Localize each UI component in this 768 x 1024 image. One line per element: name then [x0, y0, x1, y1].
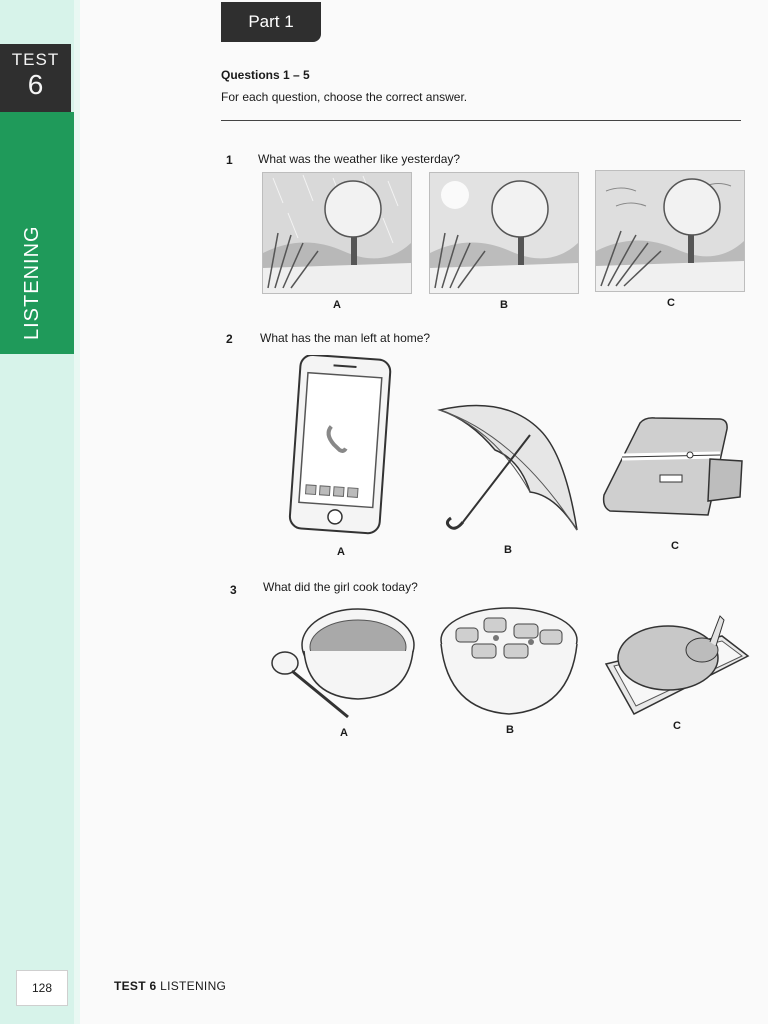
option-label: A: [337, 546, 345, 558]
pasta-bowl-icon[interactable]: [436, 600, 582, 718]
rain-scene-icon[interactable]: [262, 172, 412, 294]
section-title-vertical: LISTENING: [21, 225, 43, 340]
windy-scene-icon[interactable]: [595, 170, 745, 292]
test-number: 6: [27, 69, 44, 100]
question-number: 3: [230, 583, 237, 597]
test-label: TEST: [11, 50, 60, 69]
instruction-text: For each question, choose the correct answer.: [221, 90, 468, 104]
question-number: 2: [226, 332, 233, 346]
option-label: C: [671, 540, 679, 552]
questions-title: Questions 1 – 5: [221, 68, 310, 82]
question-text: What has the man left at home?: [260, 331, 431, 345]
option-label: A: [333, 299, 341, 311]
phone-icon[interactable]: [283, 355, 395, 535]
question-text: What was the weather like yesterday?: [258, 152, 461, 166]
footer-test: TEST 6: [114, 979, 157, 993]
roast-chicken-icon[interactable]: [604, 606, 750, 718]
wallet-icon[interactable]: [600, 415, 748, 521]
question-number: 1: [226, 153, 233, 167]
option-label: A: [340, 727, 348, 739]
option-label: B: [506, 724, 514, 736]
option-label: B: [500, 299, 508, 311]
option-label: B: [504, 544, 512, 556]
divider-rule: [221, 120, 741, 121]
footer-label: [114, 979, 226, 993]
page-number: 128: [16, 970, 68, 1006]
option-label: C: [673, 720, 681, 732]
part-tab: Part 1: [221, 2, 321, 42]
footer-section: LISTENING: [160, 979, 227, 993]
question-text: What did the girl cook today?: [263, 580, 418, 594]
test-label-box: [0, 44, 71, 112]
sunny-scene-icon[interactable]: [429, 172, 579, 294]
side-strip-edge: [74, 0, 80, 1024]
umbrella-icon[interactable]: [435, 400, 580, 540]
option-label: C: [667, 297, 675, 309]
soup-bowl-icon[interactable]: [268, 605, 420, 723]
